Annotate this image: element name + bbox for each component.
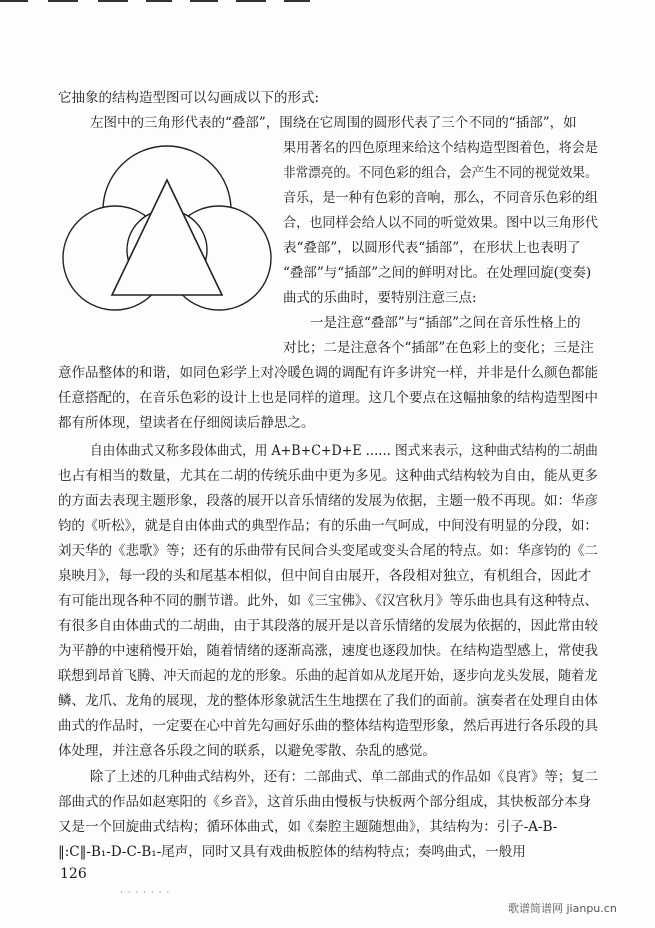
intro-line: 它抽象的结构造型图可以勾画成以下的形式: bbox=[58, 90, 320, 106]
text-line: 刘天华的《悲歌》等；还有的乐曲带有民间合头变尾或变头合尾的特点。如：华彦钧的《二 bbox=[58, 543, 598, 559]
text-line: ‖:C‖-B₁-D-C-B₁-尾声，同时又具有戏曲板腔体的结构特点；奏鸣曲式，一般用 bbox=[58, 844, 526, 860]
text-line: 曲式的作品时，一定要在心中首先勾画好乐曲的整体结构造型形象，然后再进行各乐段的具 bbox=[58, 718, 598, 734]
text-line: 果用著名的四色原理来给这个结构造型图着色，将会是 bbox=[283, 140, 598, 156]
text-line: 左图中的三角形代表的“叠部”，围绕在它周围的圆形代表了三个不同的“插部”，如 bbox=[90, 115, 577, 131]
text-line: 表“叠部”，以圆形代表“插部”，在形状上也表明了 bbox=[283, 240, 581, 256]
text-line: 非常漂亮的。不同色彩的组合，会产生不同的视觉效果。 bbox=[283, 165, 598, 181]
text-line: 有很多自由体曲式的二胡曲，由于其段落的展开是以音乐情绪的发展为依据的，因此常由较 bbox=[58, 618, 598, 634]
text-line: 自由体曲式又称多段体曲式，用 A+B+C+D+E …… 图式来表示，这种曲式结构的二胡曲 bbox=[90, 443, 598, 459]
text-line: “叠部”与“插部”之间的鲜明对比。在处理回旋(变奏) bbox=[283, 265, 592, 281]
top-border-dashes bbox=[0, 0, 655, 12]
watermark-text: 歌谱简谱网 jianpu.cn bbox=[508, 902, 617, 915]
rondo-structure-diagram bbox=[60, 140, 275, 325]
text-line: 体处理，并注意各乐段之间的联系，以避免零散、杂乱的感觉。 bbox=[58, 743, 436, 759]
text-line: 钧的《听松》，就是自由体曲式的典型作品；有的乐曲一气呵成，中间没有明显的分段，如： bbox=[58, 518, 598, 534]
page-number: 126 bbox=[60, 866, 87, 882]
text-line: 为平静的中速稍慢开始，随着情绪的逐渐高涨，速度也逐段加快。在结构造型感上，常使我 bbox=[58, 643, 598, 659]
text-line: 合，也同样会给人以不同的听觉效果。图中以三角形代 bbox=[283, 215, 598, 231]
text-line: 意作品整体的和谐，如同色彩学上对冷暖色调的调配有许多讲究一样，并非是什么颜色都能 bbox=[58, 365, 598, 381]
text-line: 有可能出现各种不同的删节谱。此外，如《三宝佛》、《汉宫秋月》等乐曲也具有这种特点、 bbox=[58, 593, 598, 609]
footer-dots: · · · · · · · bbox=[120, 888, 171, 898]
text-line: 部曲式的作品如赵寒阳的《乡音》，这首乐曲由慢板与快板两个部分组成，其快板部分本身 bbox=[58, 794, 592, 810]
text-line: 也占有相当的数量，尤其在二胡的传统乐曲中更为多见。这种曲式结构较为自由，能从更多 bbox=[58, 468, 598, 484]
text-line: 都有所体现，望读者在仔细阅读后静思之。 bbox=[58, 415, 315, 431]
text-line: 鳞、龙爪、龙角的展现，龙的整体形象就活生生地摆在了我们的面前。演奏者在处理自由体 bbox=[58, 693, 598, 709]
text-line: 除了上述的几种曲式结构外，还有：二部曲式、单二部曲式的作品如《良宵》等；复二 bbox=[90, 769, 599, 785]
text-line: 的方面去表现主题形象，段落的展开以音乐情绪的发展为依据，主题一般不再现。如：华彦 bbox=[58, 493, 598, 509]
text-line: 一是注意“叠部”与“插部”之间在音乐性格上的 bbox=[310, 315, 581, 331]
text-line: 曲式的乐曲时，要特别注意三点: bbox=[283, 290, 477, 306]
text-line: 音乐，是一种有色彩的音响，那么，不同音乐色彩的组 bbox=[283, 190, 598, 206]
text-line: 泉映月》，每一段的头和尾基本相似，但中间自由展开，各段相对独立，有机组合，因此才 bbox=[58, 568, 592, 584]
text-line: 任意搭配的，在音乐色彩的设计上也是同样的道理。这几个要点在这幅抽象的结构造型图中 bbox=[58, 390, 598, 406]
text-line: 又是一个回旋曲式结构；循环体曲式，如《秦腔主题随想曲》，其结构为：引子-A-B- bbox=[58, 819, 558, 835]
text-line: 联想到昂首飞腾、冲天而起的龙的形象。乐曲的起首如从龙尾开始，逐步向龙头发展，随着龙 bbox=[58, 668, 598, 684]
text-line: 对比；二是注意各个“插部”在色彩上的变化；三是注 bbox=[283, 340, 594, 356]
